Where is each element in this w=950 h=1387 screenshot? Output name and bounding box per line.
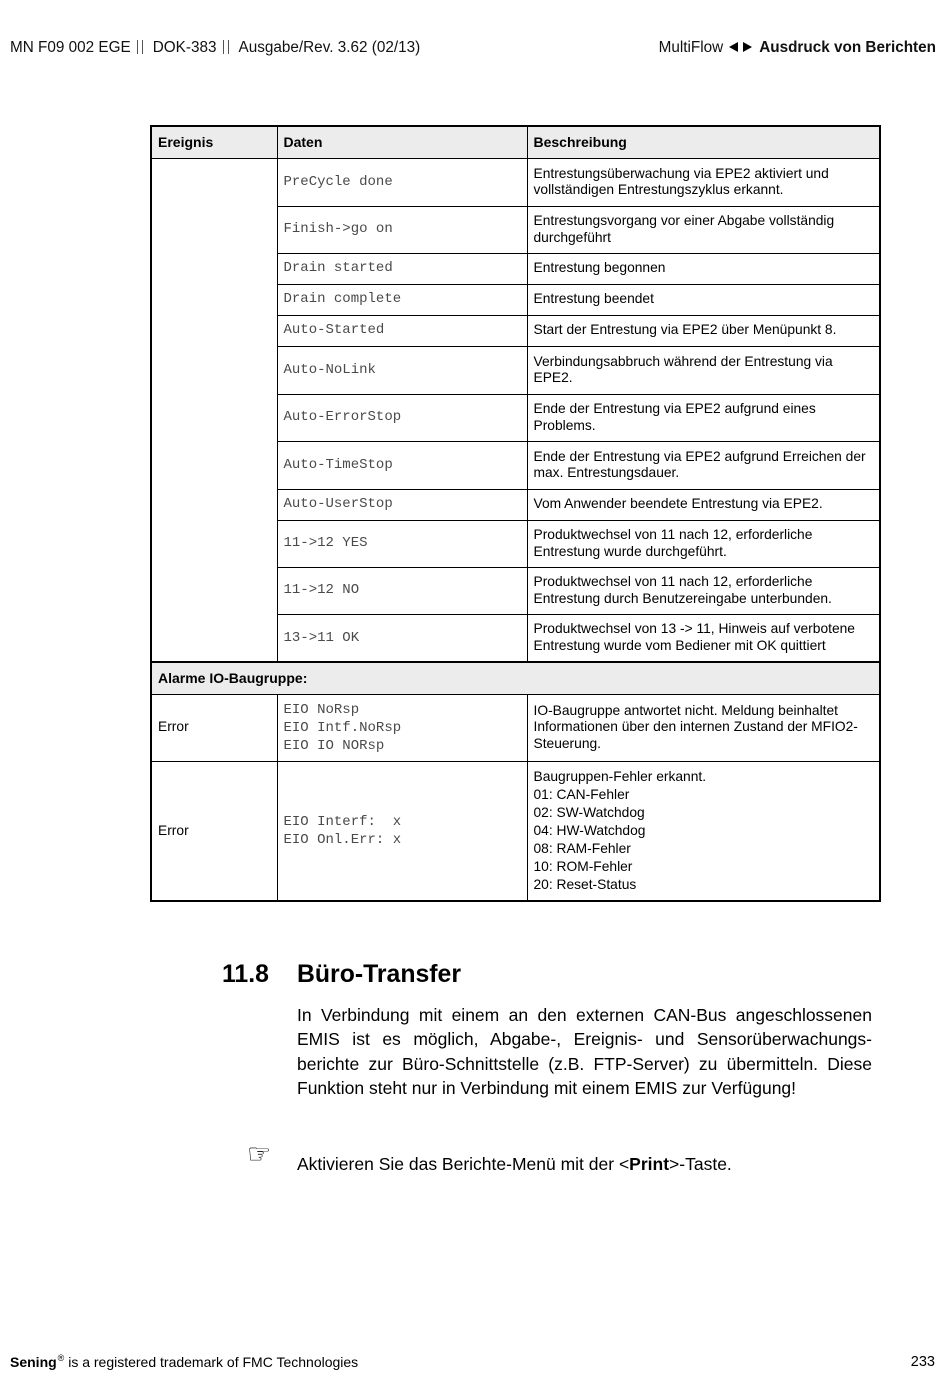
arrow-right-icon	[743, 42, 752, 52]
data-cell	[277, 394, 527, 441]
instruction-text	[297, 1152, 732, 1176]
section-row-title: Alarme IO-Baugruppe:	[151, 662, 880, 694]
description-line: Entrestungsüberwachung via EPE2 aktiviert und	[533, 165, 829, 181]
event-cell: Error	[151, 694, 277, 761]
description-cell	[527, 614, 880, 662]
description-cell	[527, 284, 880, 315]
description-cell	[527, 520, 880, 567]
description-line: Steuerung.	[533, 735, 602, 751]
data-cell	[277, 315, 527, 346]
description-cell	[527, 694, 880, 761]
page-header-right	[659, 39, 936, 57]
description-cell	[527, 567, 880, 614]
data-line: Auto-TimeStop	[283, 456, 393, 473]
description-line: Ende der Entrestung via EPE2 aufgrund Erreichen der	[533, 448, 866, 464]
header-separator	[223, 40, 229, 54]
data-line: EIO NoRsp	[283, 701, 360, 718]
error-code-item: 10: ROM-Fehler	[533, 858, 633, 874]
table-section-row	[151, 662, 880, 694]
data-cell	[277, 158, 527, 206]
data-line: Finish->go on	[283, 221, 393, 238]
description-line: Entrestungsvorgang vor einer Abgabe vollständig	[533, 213, 835, 228]
data-line: EIO Intf.NoRsp	[283, 719, 402, 736]
data-line: Auto-NoLink	[283, 361, 376, 378]
description-cell	[527, 761, 880, 901]
description-cell	[527, 315, 880, 346]
description-line: Informationen über den internen Zustand der MFIO2-	[533, 719, 858, 735]
description-cell	[527, 346, 880, 394]
document-id: MN F09 002 EGE	[10, 39, 131, 56]
data-cell	[277, 489, 527, 520]
description-cell	[527, 489, 880, 520]
description-line: Entrestung begonnen	[533, 260, 666, 276]
description-line: durchgeführt	[533, 229, 611, 245]
data-line: EIO Onl.Err: x	[283, 831, 402, 848]
description-cell	[527, 158, 880, 206]
paragraph-line: In Verbindung mit einem an den externen CAN-Bus angeschlossenen	[297, 1005, 872, 1025]
page-footer	[10, 1353, 358, 1371]
data-cell	[277, 694, 527, 761]
description-line: Vom Anwender beendete Entrestung via EPE2.	[533, 496, 823, 512]
data-cell	[277, 567, 527, 614]
description-line: Produktwechsel von 11 nach 12, erforderliche	[533, 574, 813, 589]
paragraph-line: EMIS ist es möglich, Abgabe-, Ereignis- und Sensorüberwachungs-	[297, 1029, 872, 1050]
data-line: 11->12 YES	[283, 535, 368, 552]
section-number: 11.8	[222, 961, 269, 988]
data-cell	[277, 206, 527, 253]
description-cell	[527, 206, 880, 253]
section-title: Büro-Transfer	[297, 961, 461, 988]
error-code-item: 01: CAN-Fehler	[533, 786, 630, 802]
data-line: Auto-UserStop	[283, 496, 393, 513]
page-number: 233	[910, 1354, 935, 1370]
data-line: Auto-ErrorStop	[283, 409, 402, 426]
description-line: Entrestung wurde durchgeführt.	[533, 543, 727, 559]
data-line: EIO Interf: x	[283, 813, 402, 830]
description-line: max. Entrestungsdauer.	[533, 465, 680, 480]
data-line: Drain complete	[283, 291, 402, 308]
revision: Ausgabe/Rev. 3.62 (02/13)	[238, 39, 421, 56]
description-line: Entrestung beendet	[533, 291, 654, 307]
instruction-prefix: Aktivieren Sie das Berichte-Menü mit der <	[297, 1154, 630, 1174]
event-cell: Error	[151, 761, 277, 901]
error-code-item: 08: RAM-Fehler	[533, 840, 631, 856]
brand-name: Sening	[10, 1354, 57, 1370]
event-table	[150, 125, 881, 902]
error-code-item: 20: Reset-Status	[533, 876, 637, 892]
column-header-data: Daten	[277, 126, 527, 158]
data-line: PreCycle done	[283, 173, 393, 190]
instruction-suffix: >-Taste.	[669, 1154, 732, 1174]
product-name: MultiFlow	[658, 39, 724, 56]
description-line: EPE2.	[533, 370, 573, 385]
registered-mark: ®	[57, 1353, 65, 1363]
pointing-hand-icon	[247, 1141, 279, 1169]
header-separator	[137, 40, 143, 54]
description-line: Entrestung wurde vom Bediener mit OK quittiert	[533, 637, 826, 653]
description-cell	[527, 441, 880, 489]
description-line: Problems.	[533, 417, 596, 433]
table-row	[151, 158, 880, 206]
data-cell	[277, 761, 527, 901]
description-line: Baugruppen-Fehler erkannt.	[533, 768, 707, 784]
description-line: Produktwechsel von 11 nach 12, erforderliche	[533, 527, 813, 542]
error-code-item: 04: HW-Watchdog	[533, 822, 646, 838]
data-line: 11->12 NO	[283, 582, 360, 599]
dok-number: DOK-383	[152, 39, 217, 56]
description-line: Start der Entrestung via EPE2 über Menüpunkt 8.	[533, 322, 837, 338]
column-header-description: Beschreibung	[527, 126, 880, 158]
paragraph-line: berichte zur Büro-Schnittstelle (z.B. FTP-Server) zu übermitteln. Diese	[297, 1053, 872, 1074]
data-line: Auto-Started	[283, 322, 385, 339]
description-line: Verbindungsabbruch während der Entrestung via	[533, 353, 833, 369]
description-line: Entrestung durch Benutzereingabe unterbunden.	[533, 590, 832, 606]
data-cell	[277, 284, 527, 315]
description-line: Produktwechsel von 13 -> 11, Hinweis auf verbotene	[533, 621, 855, 637]
data-line: EIO IO NORsp	[283, 737, 385, 754]
description-line: IO-Baugruppe antwortet nicht. Meldung beinhaltet	[533, 702, 838, 718]
paragraph-line: Funktion steht nur in Verbindung mit einem EMIS zur Verfügung!	[297, 1077, 797, 1098]
print-key-label: Print	[629, 1154, 670, 1174]
error-code-item: 02: SW-Watchdog	[533, 804, 645, 820]
section-paragraph	[297, 1003, 872, 1100]
page-header-left	[10, 39, 420, 57]
data-cell	[277, 253, 527, 284]
arrow-left-icon	[729, 42, 738, 52]
data-cell	[277, 346, 527, 394]
alarm-row	[151, 694, 880, 761]
description-line: Ende der Entrestung via EPE2 aufgrund eines	[533, 401, 816, 416]
description-cell	[527, 253, 880, 284]
description-cell	[527, 394, 880, 441]
table-header-row	[151, 126, 880, 158]
description-line: vollständigen Entrestungszyklus erkannt.	[533, 182, 784, 197]
data-cell	[277, 441, 527, 489]
event-cell-empty	[151, 158, 277, 662]
chapter-title: Ausdruck von Berichten	[759, 39, 936, 56]
data-line: 13->11 OK	[283, 629, 360, 646]
trademark-text: is a registered trademark of FMC Technologies	[64, 1354, 359, 1370]
data-cell	[277, 520, 527, 567]
alarm-row	[151, 761, 880, 901]
data-line: Drain started	[283, 260, 393, 277]
data-cell	[277, 614, 527, 662]
column-header-event: Ereignis	[151, 126, 277, 158]
